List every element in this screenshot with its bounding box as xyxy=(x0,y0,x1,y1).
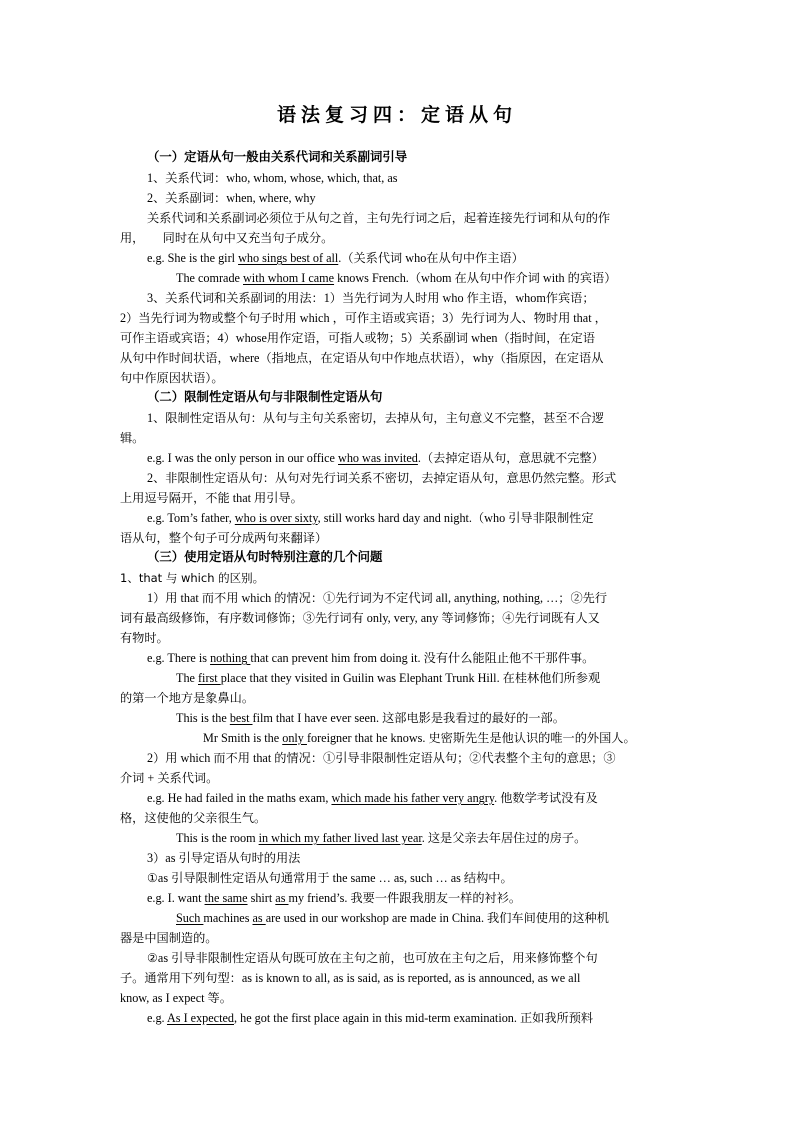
underlined-word: only xyxy=(282,731,307,745)
section-heading-3: （三）使用定语从句时特别注意的几个问题 xyxy=(147,549,383,564)
paragraph-line: 1、限制性定语从句：从句与主句关系密切，去掉从句，主句意义不完整，甚至不合逻 xyxy=(147,411,605,425)
underlined-word: nothing xyxy=(210,651,251,665)
paragraph-line: 1）用 that 而不用 which 的情况：①先行词为不定代词 all, anything, nothing, …；②先行 xyxy=(147,591,608,605)
underlined-clause: which made his father very angry xyxy=(331,791,495,805)
example-line: e.g. Tom’s father, who is over sixty, still works hard day and night.（who 引导非限制性定 xyxy=(147,511,594,525)
underlined-clause: in which my father lived last year xyxy=(258,831,422,845)
paragraph-line: know, as I expect 等。 xyxy=(120,991,232,1005)
paragraph-line: 句中作原因状语）。 xyxy=(120,371,224,385)
underlined-word: Such xyxy=(176,911,204,925)
subheading: 1、that 与 which 的区别。 xyxy=(120,571,265,585)
section-heading-2: （二）限制性定语从句与非限制性定语从句 xyxy=(147,389,383,404)
example-line: Such machines as are used in our workshop are made in China. 我们车间使用的这种机 xyxy=(176,911,609,925)
underlined-word: first xyxy=(198,671,221,685)
paragraph-line: 子。通常用下列句型：as is known to all, as is said, as is reported, as is announced, as we all xyxy=(120,971,581,985)
example-line: The first place that they visited in Guilin was Elephant Trunk Hill. 在桂林他们所参观 xyxy=(176,671,601,685)
underlined-word: as xyxy=(275,891,289,905)
paragraph-line: 2、非限制性定语从句：从句对先行词关系不密切，去掉定语从句，意思仍然完整。形式 xyxy=(147,471,617,485)
paragraph-line: 2）用 which 而不用 that 的情况：①引导非限制性定语从句；②代表整个主句的意思；③ xyxy=(147,751,616,765)
paragraph-line: 从句中作时间状语，where（指地点，在定语从句中作地点状语），why（指原因，在定语从 xyxy=(120,351,604,365)
paragraph-line: ①as 引导限制性定语从句通常用于 the same … as, such … as 结构中。 xyxy=(147,871,513,885)
underlined-clause: with whom I came xyxy=(243,271,335,285)
underlined-word: as xyxy=(252,911,266,925)
example-line: e.g. He had failed in the maths exam, which made his father very angry. 他数学考试没有及 xyxy=(147,791,598,805)
paragraph-line: ②as 引导非限制性定语从句既可放在主句之前，也可放在主句之后，用来修饰整个句 xyxy=(147,951,598,965)
paragraph-line: 关系代词和关系副词必须位于从句之首，主句先行词之后，起着连接先行词和从句的作 xyxy=(147,211,611,225)
underlined-word: best xyxy=(229,711,253,725)
paragraph-line: 格，这使他的父亲很生气。 xyxy=(120,811,267,825)
paragraph-line: 上用逗号隔开，不能 that 用引导。 xyxy=(120,491,303,505)
example-line: e.g. As I expected, he got the first place again in this mid-term examination. 正如我所预料 xyxy=(147,1011,594,1025)
paragraph-line: 词有最高级修饰，有序数词修饰；③先行词有 only, very, any 等词修饰；④先行词既有人又 xyxy=(120,611,600,625)
paragraph-line: 辑。 xyxy=(120,431,145,445)
paragraph-line: 3）as 引导定语从句时的用法 xyxy=(147,851,301,865)
example-line: e.g. I. want the same shirt as my friend’s. 我要一件跟我朋友一样的衬衫。 xyxy=(147,891,522,905)
paragraph-line: 2）当先行词为物或整个句子时用 which ，可作主语或宾语；3）先行词为人、物时用 that ， xyxy=(120,311,607,325)
paragraph-line: 用， 同时在从句中又充当句子成分。 xyxy=(120,231,334,245)
example-line: e.g. She is the girl who sings best of all.（关系代词 who在从句中作主语） xyxy=(147,251,524,265)
page-title: 语法复习四：定语从句 xyxy=(276,104,517,126)
underlined-clause: who is over sixty xyxy=(234,511,318,525)
example-line: This is the room in which my father lived last year. 这是父亲去年居住过的房子。 xyxy=(176,831,587,845)
underlined-clause: who sings best of all xyxy=(238,251,339,265)
paragraph-line: 可作主语或宾语；4）whose用作定语，可指人或物；5）关系副词 when（指时间，在定语 xyxy=(120,331,595,345)
paragraph-line: 3、关系代词和关系副词的用法：1）当先行词为人时用 who 作主语，whom作宾语； xyxy=(147,291,595,305)
paragraph-line: 器是中国制造的。 xyxy=(120,931,218,945)
paragraph-line: 的第一个地方是象鼻山。 xyxy=(120,691,255,705)
section-heading-1: （一）定语从句一般由关系代词和关系副词引导 xyxy=(147,149,408,164)
paragraph-line: 1、关系代词：who, whom, whose, which, that, as xyxy=(147,171,398,185)
paragraph-line: 语从句，整个句子可分成两句来翻译） xyxy=(120,531,328,545)
example-line: This is the best film that I have ever seen. 这部电影是我看过的最好的一部。 xyxy=(176,711,565,725)
underlined-clause: As I expected xyxy=(166,1011,234,1025)
example-line: Mr Smith is the only foreigner that he knows. 史密斯先生是他认识的唯一的外国人。 xyxy=(203,731,636,745)
paragraph-line: 介词 + 关系代词。 xyxy=(120,771,219,785)
example-line: e.g. There is nothing that can prevent him from doing it. 没有什么能阻止他不干那件事。 xyxy=(147,651,595,665)
paragraph-line: 有物时。 xyxy=(120,631,169,645)
example-line: The comrade with whom I came knows French.（whom 在从句中作介词 with 的宾语） xyxy=(176,271,617,285)
paragraph-line: 2、关系副词：when, where, why xyxy=(147,191,316,205)
underlined-word: the same xyxy=(204,891,248,905)
example-line: e.g. I was the only person in our office who was invited.（去掉定语从句，意思就不完整） xyxy=(147,451,604,465)
underlined-clause: who was invited xyxy=(338,451,418,465)
